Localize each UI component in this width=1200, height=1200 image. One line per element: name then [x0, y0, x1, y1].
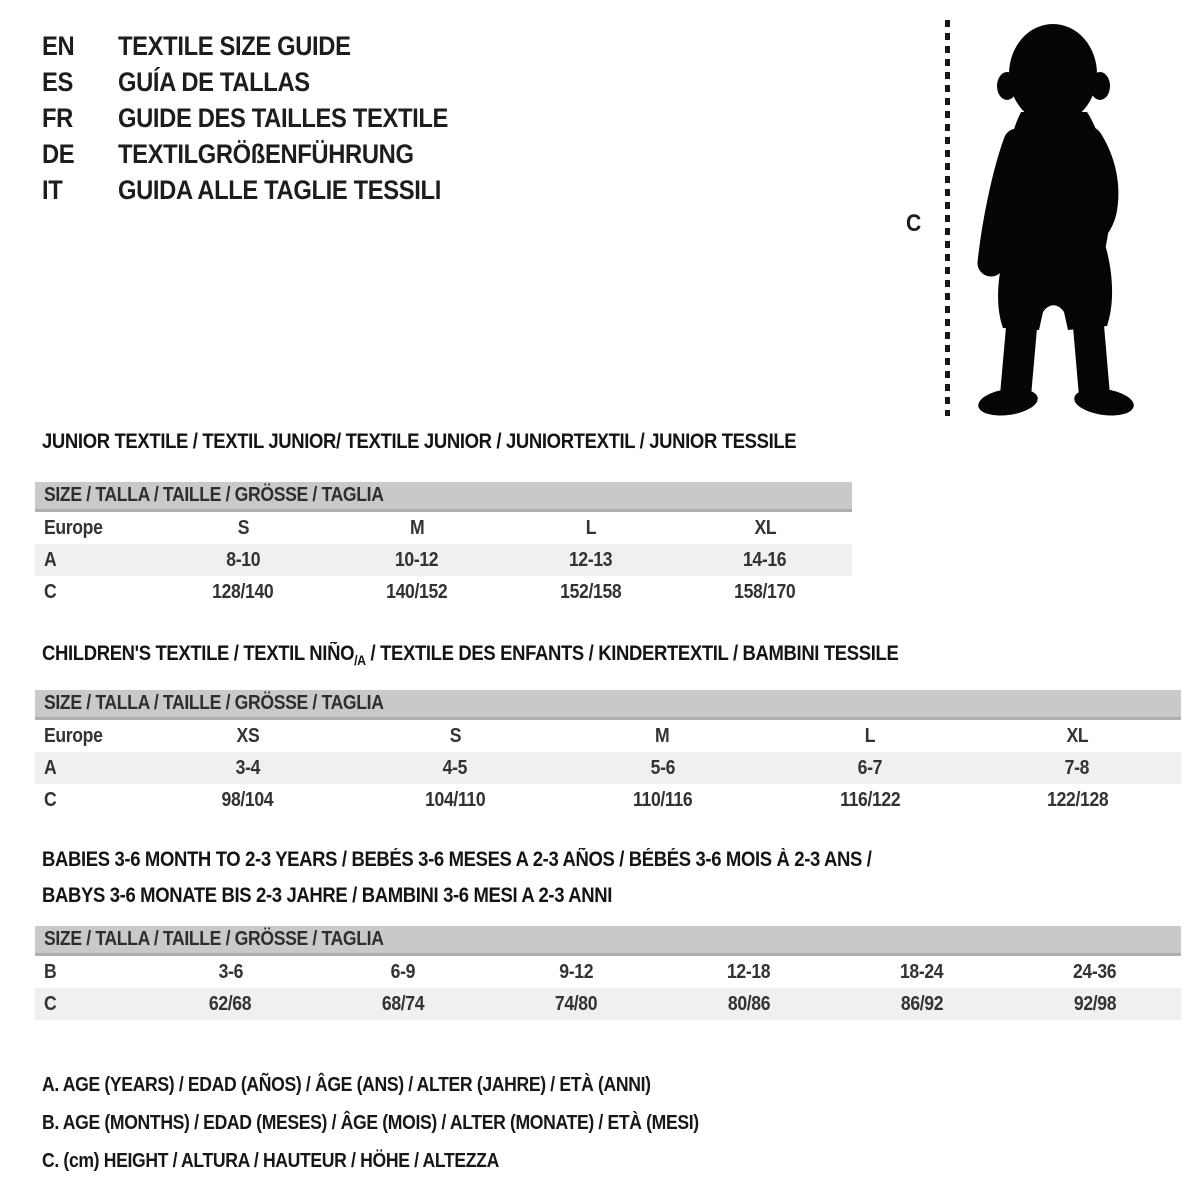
- nino-a-subscript: /A: [354, 652, 366, 669]
- table-row: [35, 544, 852, 576]
- height-cell: 128/140: [212, 580, 274, 603]
- language-title-list: [42, 28, 493, 208]
- age-cell: 5-6: [650, 756, 675, 779]
- guide-title-de: TEXTILGRÖßENFÜHRUNG: [118, 138, 414, 169]
- height-cell: 62/68: [209, 992, 252, 1015]
- size-cell: M: [409, 516, 425, 539]
- month-cell: 12-18: [727, 960, 771, 983]
- height-cell: 80/86: [727, 992, 771, 1015]
- size-cell: S: [449, 724, 461, 747]
- age-cell: 3-4: [235, 756, 260, 779]
- size-cell: XL: [754, 516, 776, 539]
- language-row-de: [42, 136, 493, 172]
- legend-line-c: C. (cm) HEIGHT / ALTURA / HAUTEUR / HÖHE / ALTEZZA: [42, 1149, 499, 1172]
- height-cell: 92/98: [1073, 992, 1116, 1015]
- row-label: C: [44, 788, 57, 811]
- age-cell: 10-12: [395, 548, 439, 571]
- guide-title-it: GUIDA ALLE TAGLIE TESSILI: [118, 174, 441, 205]
- legend-line-a: A. AGE (YEARS) / EDAD (AÑOS) / ÂGE (ANS) / ALTER (JAHRE) / ETÀ (ANNI): [42, 1073, 651, 1096]
- age-cell: 4-5: [442, 756, 468, 779]
- babies-size-table: [35, 926, 1181, 1020]
- babies-section-title-line2: BABYS 3-6 MONATE BIS 2-3 JAHRE / BAMBINI 3-6 MESI A 2-3 ANNI: [42, 884, 612, 907]
- month-cell: 9-12: [559, 960, 593, 983]
- height-cell: 116/122: [839, 788, 901, 811]
- row-label: C: [44, 992, 57, 1015]
- guide-title-es: GUÍA DE TALLAS: [118, 66, 310, 97]
- size-cell: XL: [1066, 724, 1089, 747]
- junior-size-table: [35, 482, 852, 608]
- table-row: [35, 784, 1181, 816]
- height-cell: 140/152: [386, 580, 448, 603]
- height-cell: 68/74: [382, 992, 425, 1015]
- height-cell: 158/170: [734, 580, 796, 603]
- height-cell: 74/80: [554, 992, 598, 1015]
- children-section-title: CHILDREN'S TEXTILE / TEXTIL $NIÑO_{/A}$ / TEXTILE DES ENFANTS / KINDERTEXTIL / BAMBINI TESSILE: [42, 642, 899, 669]
- table-row: [35, 512, 852, 544]
- height-measure-label: C: [906, 210, 921, 237]
- babies-size-header-bar: SIZE / TALLA / TAILLE / GRÖSSE / TAGLIA: [35, 926, 1181, 956]
- table-row: [35, 720, 1181, 752]
- age-cell: 7-8: [1065, 756, 1090, 779]
- junior-size-header-bar: SIZE / TALLA / TAILLE / GRÖSSE / TAGLIA: [35, 482, 852, 512]
- babies-section-title-line1: BABIES 3-6 MONTH TO 2-3 YEARS / BEBÉS 3-6 MESES A 2-3 AÑOS / BÉBÉS 3-6 MOIS À 2-3 ANS /: [42, 848, 872, 871]
- height-cell: 110/116: [632, 788, 693, 811]
- height-cell: 104/110: [425, 788, 486, 811]
- language-code: EN: [42, 30, 75, 61]
- age-cell: 8-10: [226, 548, 260, 571]
- size-cell: L: [864, 724, 876, 747]
- row-label: A: [44, 548, 57, 571]
- height-cell: 152/158: [560, 580, 622, 603]
- guide-title-fr: GUIDE DES TAILLES TEXTILE: [118, 102, 449, 133]
- toddler-silhouette-icon: [960, 20, 1152, 420]
- table-row: [35, 956, 1181, 988]
- children-size-header-bar: SIZE / TALLA / TAILLE / GRÖSSE / TAGLIA: [35, 690, 1181, 720]
- row-label: C: [44, 580, 57, 603]
- children-size-table: [35, 690, 1181, 816]
- month-cell: 18-24: [900, 960, 944, 983]
- age-cell: 14-16: [743, 548, 787, 571]
- language-row-en: [42, 28, 493, 64]
- height-cell: 122/128: [1046, 788, 1108, 811]
- size-cell: XS: [236, 724, 260, 747]
- row-label: Europe: [44, 724, 103, 747]
- table-row: [35, 752, 1181, 784]
- row-label: B: [44, 960, 57, 983]
- month-cell: 6-9: [391, 960, 416, 983]
- guide-title-en: TEXTILE SIZE GUIDE: [118, 30, 351, 61]
- table-row: [35, 576, 852, 608]
- language-code: DE: [42, 138, 75, 169]
- language-row-it: [42, 172, 493, 208]
- language-code: IT: [42, 174, 63, 205]
- age-cell: 12-13: [569, 548, 613, 571]
- age-cell: 6-7: [857, 756, 883, 779]
- language-code: FR: [42, 102, 73, 133]
- measurement-legend: [42, 1066, 788, 1180]
- row-label: A: [44, 756, 57, 779]
- table-row: [35, 988, 1181, 1020]
- size-cell: M: [655, 724, 670, 747]
- size-cell: L: [585, 516, 597, 539]
- row-label: Europe: [44, 516, 103, 539]
- language-row-fr: [42, 100, 493, 136]
- height-cell: 86/92: [900, 992, 943, 1015]
- height-cell: 98/104: [221, 788, 274, 811]
- language-code: ES: [42, 66, 73, 97]
- month-cell: 24-36: [1072, 960, 1117, 983]
- junior-section-title: JUNIOR TEXTILE / TEXTIL JUNIOR/ TEXTILE JUNIOR / JUNIORTEXTIL / JUNIOR TESSILE: [42, 430, 797, 453]
- size-cell: S: [237, 516, 249, 539]
- month-cell: 3-6: [218, 960, 243, 983]
- height-measure-dashed-line: [945, 20, 950, 416]
- language-row-es: [42, 64, 493, 100]
- legend-line-b: B. AGE (MONTHS) / EDAD (MESES) / ÂGE (MOIS) / ALTER (MONATE) / ETÀ (MESI): [42, 1111, 699, 1134]
